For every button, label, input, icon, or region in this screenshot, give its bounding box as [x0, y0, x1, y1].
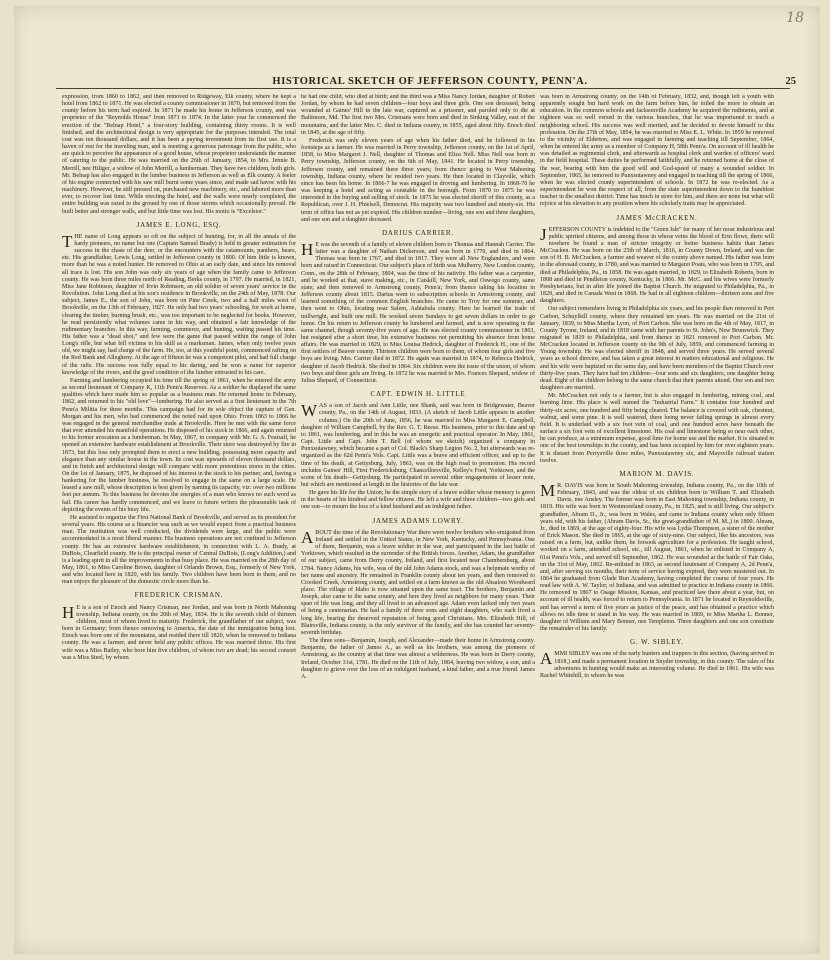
paragraph	[540, 393, 774, 465]
paragraph	[540, 224, 774, 306]
paragraph	[540, 651, 774, 680]
paragraph-text: expression, from 1860 to 1862, and then removed to Ridgeway, Elk county, where he kept a hotel from 1862 to 1871. He was elected a county commissioner in 1870, but removed from the county before his term had expired. In 1871 he made his home in Jefferson county, and was proprietor of the "Reynolds House" from 1871 to 1874. In the latter year he commenced the erection of the "Belnap Hotel," a four-story building, containing thirty rooms. It is well finished, and the architectural design is very appropriate for the purposes intended. The total cost was ten thousand dollars, and it has been a paying investment from its first use. It is a haven of rest for the traveling man, and is meeting a generous patronage from the public, who are quick to perceive the appearance of a good house, whose proprietor understands the manner of catering to the public. He was married on the 26th of January, 1854, to Mrs. Jennie B. Merrill, nee Hiliger, a widow of John Merrill, a lumberman. They have two children, both girls. Mr. Belnap has also engaged in the lumber business in Jefferson as well as Elk county. A feeler of his engine connected with his saw mill burnt some years since, and made sad havoc with his machinery. However, he still pressed on, purchased new machinery, etc., and labored more than ever, to recover lost time. While erecting the hotel, and the walls were nearly completed, the entire building was razed to the ground by one of those storms which occasionally prevail. He built better and stronger walls, and but little time was lost. His motto is "Excelsior."	[62, 94, 296, 215]
paragraph	[301, 527, 535, 637]
paragraph-text: Mr. McCracken not only is a farmer, but is also engaged in lumbering, mining coal, and burning lime. His place is well named the "Industrial Farm." It contains four hundred and thirty-six acres, one hundred and fifty being cleared. The balance is covered with oak, chestnut, walnut, and some pine. It is well watered, there being never failing springs in almost every field. It is underlaid with a six foot vein of coal, and one hundred acres have beneath the surface a six foot vein of excellent limestone. His coal and limestone being so near each other, he can produce, at a minimum expense, good lime for home use and the market. It is situated in one of the best townships in the county, and has been occupied by him for over eighteen years. It is distant from Perrysville three miles, Punxsutawney six, and Maysville railroad station twelve.	[540, 393, 774, 464]
paragraph	[540, 480, 774, 633]
paragraph	[540, 94, 774, 209]
paragraph-text: Frederick was only eleven years of age when his father died, and he followed in his footsteps as a farmer. He was married in Perry township, Jefferson county, on the 1st of April, 1858, to Miss Margaret J. Nell, daughter of Thomas and Eliza Nell. Miss Nell was born in Perry township, Jefferson county, on the 6th of May, 1841. He located in Perry township, Jefferson county, and remained there three years; from thence going to West Mahoning township, Indiana county, where he resided two years. He then located in Clayville, which since has been his home. In 1866-7 he was engaged in droving and lumbering. In 1868-70 he was keeping a hotel and acting as constable in the borough. From 1870 to 1875 he was interested in the buying and selling of stock. In 1875 he was elected sheriff of this county, as a Republican, over J. H. Phielsell, Democrat. His majority was two hundred and ninety-six. His term of office has not as yet expired. His children number—living, one son and three daughters, and one son and a daughter deceased.	[301, 137, 535, 223]
page-header	[60, 76, 800, 92]
paragraph	[301, 239, 535, 385]
paragraph	[62, 602, 296, 662]
section-heading: G. W. SIBLEY.	[630, 638, 684, 647]
paragraph	[62, 231, 296, 377]
page-title: HISTORICAL SKETCH OF JEFFERSON COUNTY, PENN'A.	[272, 76, 588, 87]
paragraph	[301, 138, 535, 224]
section-heading: JAMES ADAMS LOWRY.	[372, 516, 464, 525]
paragraph-text: R. DAVIS was born in South Mahoning township, Indiana county, Pa., on the 10th of February, 1843, and was the oldest of six children born to William T. and Elizabeth Davis, nee Ansley. The former was born in East Mahoning township, Indiana county, in 1819. His wife was born in Westmoreland county, Pa., in 1825, and is still living. Our subject's grandfather, Abram D., Jr., was born in Wales, and came to Indiana county when only fifteen years old, with his father, (Abram Davis, Sr., the great-grandfather of M. M.,) in 1800. Abram, Jr., died in 1869, at the age of eighty-four. His wife was Lydia Thompson, a sister of the mother of Erick Mason. She died in 1865, at the age of sixty-nine. Our subject, like his ancestors, was raised on a farm, but, unlike them, he forsook agriculture for a profession. He taught school, worked on a farm, attended school, etc., till August, 1861, when he enlisted in Company A, 61st Penn'a Vols., and served till September, 1862. He was wounded at the battle of Fair Oaks, on the 31st of May, 1862. Re-enlisted in 1863, as second lieutenant of Company A, 2d Penn'a, and, after serving six months, their term of service having expired, they were mustered out. In 1864 he graduated from Glade Run Academy, having completed the course of four years. He read law with A. W. Taylor, of Indiana, and was admitted to practice in Indiana county in 1866. He removed in 1867 to Osage Mission, Kansas, and practiced law there about a year, but, on account of ill health, was forced to return to Pennsylvania. In 1871 he located in Reynoldsville, and has served a term of five years as justice of the peace, and has obtained a practice which allows no idle time to stand in his way. He was married in 1869, to Miss Martha L. Bonner, daughter of William and Mary Bonner, nee Templeton. Three daughters and one son constitute the remainder of his family.	[540, 482, 774, 633]
header-rule	[56, 88, 790, 89]
paragraph-text: MMI SIBLEY was one of the early hunters and trappers in this section, (having arrived in 1818,) and made a permanent location in Snyder township, in this county. The tales of his adventures in hunting would make an interesting volume. He died in 1861. His wife was Rachel Whitehill, to whom he was	[540, 651, 774, 679]
drop-cap: A	[540, 649, 553, 669]
paragraph	[301, 403, 535, 489]
drop-cap: A	[301, 527, 314, 547]
paragraph-text: AS a son of Jacob and Ann Little, nee Shank, and was born in Bridgewater, Beaver county, Pa., on the 14th of August, 1833. (A sketch of Jacob Little appears in another column.) On the 20th of June, 1856, he was married to Miss Margaret E. Campbell, daughter of William Campbell, by the Rev. G. T. Reese. His business, prior to this date and up to 1861, was lumbering, and in this he was an energetic and practical operator. In May, 1861, Capt. Little and Capt. John T. Bell (of whom we sketch) organized a company in Punxsutawney, which became a part of Col. Black's Sharp Legion No. 2, but afterwards was re-organized as the 62d Penn'a Vols. Capt. Little was a brave and efficient officer, and up to the time of his death, at Gettysburg, July, 1863, was on the high road to promotion. His record includes Gaines' Hill, First Fredericksburg, Chancellorsville, Kelley's Ford, Yorktown, and the scene of his death—Gettysburg. He participated in several other engagements of lesser note, but which are mentioned at length in the histories of the late war.	[301, 403, 535, 488]
drop-cap: W	[301, 401, 318, 421]
section-heading: DARIUS CARRIER.	[382, 228, 454, 237]
paragraph-text: BOUT the time of the Revolutionary War there were twelve brothers who emigrated from Ireland and settled in the United States, in New York, Kentucky, and Pennsylvania. One of them, Benjamin, was a brave soldier in the war, and participated in the last battle of Yorktown, which resulted in the surrender of the British forces. Another, Adam, the grandfather of our subject, came from Derry county, Ireland, and first located near Chambersburg, about 1784. Nancy Adams, his wife, was of the old John Adams stock, and was a helpmate worthy of her name and ancestry. He remained in Franklin county about ten years, and then removed to Crooked Creek, Armstrong county, and settled on a farm known as the old Absalom Woodward place. The village of Idaho is now situated upon the same tract. The brothers, Benjamin and Joseph, also came to the same county, and here they lived as neighbors for many years. Their span of life was long, and they all lived to an advanced age. Adam even lacked only two years of being a centenarian. He had a family of three sons and eight daughters, who each lived a long life, bearing the deserved reputation of being good Christians. Mrs. Elizabeth Hill, of Blairsville, Indiana county, is the only survivor of the family, and she has counted her seventy-seventh birthday.	[301, 529, 535, 636]
paragraph	[62, 378, 296, 514]
text-column-1	[62, 94, 296, 938]
section-heading: JAMES McCRACKEN.	[616, 213, 698, 222]
paragraph	[540, 306, 774, 392]
paragraph-text: EFFERSON COUNTY is indebted to the "Green Isle" for many of her most industrious and public spirited citizens, and among those in whose veins the blood of Erin flows, there will nowhere be found a man of stricter integrity or better business habits than James McCracken. He was born on the 25th of March, 1816, in County Down, Ireland, and was the son of H. B. McCracken, a farmer and weaver of the county above named. His father was born in the aforesaid county, in 1780, and was married to Margaret Poats, who was born in 1795, and died at Philadelphia, Pa., in 1858. He was again married, in 1829, to Elizabeth Roberts, born in 1808 and died in Pendleton county, Kentucky, in 1866. Mr. McC. and his wives were formerly Presbyterians, but in after life joined the Baptist Church. He migrated to Philadelphia, Pa., in 1829, and died in Canada West in 1868. He had in all eighteen children—thirteen sons and five daughters.	[540, 226, 774, 305]
paragraph	[62, 94, 296, 216]
paragraph	[301, 490, 535, 511]
drop-cap: J	[540, 224, 547, 244]
section-heading: FREDERICK CRISMAN.	[134, 591, 224, 600]
text-column-2	[301, 94, 535, 938]
paragraph-text: E is a son of Enoch and Nancy Crisman, nee Jordan, and was born in North Mahoning township, Indiana county, on the 20th of May, 1834. He is the seventh child of thirteen children, most of whom lived to maturity. Frederick, the grandfather of our subject, was born in Germany; from thence removing to America, the date of the immigration being lost. Enoch was born one of the mountains, and resided there till 1820, when he removed to Indiana county. He was a farmer, and never held any public offices. He was married thrice. His first wife was a Miss Bailey, who bore him five children, of whom two are dead; his second consort was a Miss Steel, by whom	[62, 604, 296, 661]
paragraph-text: was born in Armstrong county, on the 14th of February, 1832, and, though left a youth with apparently sought but hard work on the farm before him, he toiled the more to obtain an education. In the common schools and Jacksonville Academy he acquired the rudiments, and at eighteen was so well versed in the various branches, that he was importuned to teach a neighboring school. His success was well merited, and he decided to devote himself to this profession. On the 27th of May, 1854, he was married to Miss E. L. White. In 1859 he removed to the vicinity of Elderton, and was engaged in farming and teaching till September, 1864, when he entered the army as a member of Company H, 58th Penn'a. On account of ill health he was detailed as regimental clerk, and afterwards as hospital clerk and warden of officers' ward in the field hospital. These duties he performed faithfully, and he returned home at the close of the war, bearing with him the good will and God-speed of many a wounded soldier. In September, 1865, he removed to Punxsutawney and engaged in teaching till the spring of 1866, when he was elected county superintendent of schools. In 1872 he was re-elected. As a superintendent he won the respect of all, from the state superintendent down to the humblest teacher in the smallest district. Time has much in store for him, and there are none but what will rejoice at his elevation to any position where his scholarly traits may be appreciated.	[540, 94, 774, 208]
section-heading: JAMES E. LONG, ESQ.	[136, 220, 222, 229]
paragraph-text: Our subject remembers living in Philadelphia six years, and his people then removed to Port Carbon, Schuylkill county, where they remained ten years. He was married on the 21st of January, 1839, to Miss Martha Lyon, of Port Carbon. She was born on the 4th of May, 1817, in County Tyrone, Ireland, and in 1818 came with her parents to St. John's, New Brunswick. They migrated in 1819 to Philadelphia, and from thence in 1821 removed to Port Carbon. Mr. McCracken located in Jefferson county on the 9th of July, 1859, and commenced farming in Young township. He was elected sheriff in 1848, and served three years. He served several years as school director, and has taken a great interest in matters educational and religious. He and his wife were baptized on the same day, and have been members of the Baptist Church over thirty-five years. They have had ten children—four sons and six daughters, one daughter being dead. Eight of the children belong to the same church that their parents attend. One son and two daughters are married.	[540, 306, 774, 392]
drop-cap: H	[62, 602, 75, 622]
paragraph-text: He assisted to organize the First National Bank of Brookville, and served as its president for several years. His course as a financier was such as we would expect from a practical business man. The institution was well conducted, the dividends were large, and the public were accommodated in a most liberal manner. His business operations are not confined to Jefferson county. He has an extensive hardware establishment, in connection with L. A. Brady, at DuBois, Clearfield county. He is the principal owner of Central DuBois, (Long's Addition,) and is a leading spirit in all the improvements in that busy place. He was married on the 28th day of May, 1861, to Miss Caroline Brown, daughter of Orlando Brown, Esq., formerly of New York, and who located here in 1820, with his family. Two children have been born to them, and no man enjoys the pleasure of the domestic circle more than he.	[62, 514, 296, 586]
paragraph-text: The three sons—Benjamin, Joseph, and Alexander—made their home in Armstrong county. Benjamin, the father of James A., as well as his brothers, was among the pioneers of Armstrong, as the country at that time was almost a wilderness. He was born in Derry county, Ireland, October 31st, 1781. He died on the 11th of July, 1864, leaving two widow, a son, and a daughter to grieve over the loss of an indulgent husband, a kind father, and a true friend. James A.	[301, 638, 535, 680]
drop-cap: T	[62, 231, 73, 251]
paragraph	[301, 94, 535, 137]
drop-cap: H	[301, 239, 314, 259]
paragraph-text: E was the seventh of a family of eleven children born to Thomas and Hannah Carrier. The latter was a daughter of Nathan Dickerson, and was born in 1770, and died in 1864. Thomas was born in 1767, and died in 1817. They were all New Englanders, and were born and raised in Connecticut. Our subject's place of birth was Mulberry, New London county, Conn., on the 28th of February, 1804, was the time of his nativity. His father was a carpenter, and he worked at that, stave making, etc., in Catskill, New York, and Oswego county, same state; and then removed to Armstrong county, Penn'a; from thence taking his location in Jefferson county about 1815. Darius went to subscription schools in Armstrong county, and learned something of the common English branches. He came to Troy for one summer, and then went to Ohio, locating near Salem, Ashtabula county. Here he learned the trade of millwright, and built one mill. He worked seven Sundays to get seven dollars in order to go home. On his return to Jefferson county he lumbered and farmed, and is now operating in the same channel, though seventy-five years of age. He was elected county commissioner in 1863, but resigned after a short time, his extensive business not permitting his absence from home affairs. He was married in 1829, to Miss Louisa Hedrick, daughter of Frederick H., one of the first settlers of Beaver county. Thirteen children were born to them, of whom four girls and five boys are living. Mrs. Carrier died in 1872. He again was married in 1874, to Rebecca Hedrick, daughter of Jacob Hedrick. She died in 1864. Six children were the issue of the union, of whom two boys and three girls are living. In 1872 he was married to Mrs. Frances Shepard, widow of Julius Shepard, of Connecticut.	[301, 241, 535, 384]
paragraph	[62, 515, 296, 587]
text-column-3	[540, 94, 774, 938]
paragraph-text: he had one child, who died at birth; and the third was a Miss Nancy Jordan, daughter of Robert Jordan, by whom he had seven children—four boys and three girls. One son deceased, being wounded at Gaines' Hill in the late war, captured as a prisoner, and paroled only to die at Baltimore, Md. The first two Mrs. Crismans were born and died in Sinking Valley, east of the mountains, and the latter Mrs. C. died in Indiana county, in 1855, aged about fifty. Enoch died in 1845, at the age of fifty.	[301, 94, 535, 136]
handwritten-page-number: 18	[786, 10, 804, 26]
section-heading: CAPT. EDWIN H. LITTLE	[370, 390, 466, 399]
drop-cap: M	[540, 480, 556, 500]
paragraph	[301, 638, 535, 681]
paragraph-text: HE name of Long appears so oft on the subject of hunting, for, in all the annals of the hardy pioneers, no name but one (Captain Samuel Brady) is held in greater estimation for success in the chase of the deer, or the encounters with the catamounts, panthers, bears, etc. His grandfather, Lewis Long, settled in Jefferson county in 1800. Of him little is known, more than he was a noted hunter. He removed to Ohio at an early date, and since his removal all trace is lost. His son John was only six years of age when the family came to Jefferson county. He was born three miles north of Reading, Berks county, in 1797. He married, in 1821, Miss Jane Robinson, daughter of Irvin Robinson, an old soldier of seven years' service in the Revolution. John Long died at his son's residence in Brookville, on the 24th of May, 1878. Our subject, James E., the son of John, was born on Pine Creek, two and a half miles west of Brookville, on the 13th of February, 1827. He only had two years' schooling, for work at home, clearing the timber, burning brush, etc., was too important to be neglected for books. However, he read persistently what volumes came in his way, and obtained a fair knowledge of the rudimentary branches. In this way, farming, commerce, and hunting, waiting passed his time. His father was a "dead shot," and few were the game that passed within the range of John Long's rifle, but what fell victims to his skill as a marksman. James, when only twelve years old, we might say, had charge of the farm. He, too, at this youthful point, commenced rafting on the Red Bank and Allegheny. At the age of fifteen he was a competent pilot, and had full charge of the rafts. His success was fully equal to his daring, and he won a name for superior knowledge of the rivers, and the good condition of the lumber entrusted to his care.	[62, 233, 296, 376]
section-heading: MARION M. DAVIS.	[619, 469, 695, 478]
paragraph-text: Farming and lumbering occupied his time till the spring of 1861, when he entered the army as second lieutenant of Company K, 11th Penn'a Reserves. As a soldier he displayed the same qualities which have made him so popular as a business man. He returned home in February, 1862, and returned to his "old love"—lumbering. He also served as a first lieutenant in the 7th Penn'a Militia for three months. This campaign had for its sole object the capture of Gen. Morgan and his men, who had commenced the noted raid upon Ohio. From 1863 to 1866 he was engaged in the general merchandise trade at Brookville. Here he met with the same force that ever attended his manifold operations. He disposed of his stock in 1866, and again returned to his former avocation as a lumberman. In May, 1867, in company with Mr. G. A. Fearsall, he opened an extensive hardware establishment at Brookville. Their store was destroyed by fire in 1873, but this loss only prompted them to erect a new building, possessing more capacity and elegance than any similar house in the town. Its cost was upwards of eleven thousand dollars, and in finish and architectural design will compare with more pretentious stores in the cities. On the 1st of January, 1875, he disposed of his interest in the stock to his partner, and, having a hankering for the lumber business, he resolved to engage in the same on a large scale. He leased a saw mill, whose description is best given by naming its capacity, viz: over two millions feet per annum. To this business he devotes the energies of a man who knows no such word as fail. His career has hardly commenced, and we leave to future writers the pleasurable task of depicting the events of his busy life.	[62, 377, 296, 513]
page-number: 25	[785, 76, 796, 87]
paragraph-text: He gave his life for the Union; he the simple story of a brave soldier whose memory is green in the hearts of his kindred and fellow citizens. He left a wife and three children—two girls and one son—to mourn the loss of a kind husband and an indulgent father.	[301, 490, 535, 511]
